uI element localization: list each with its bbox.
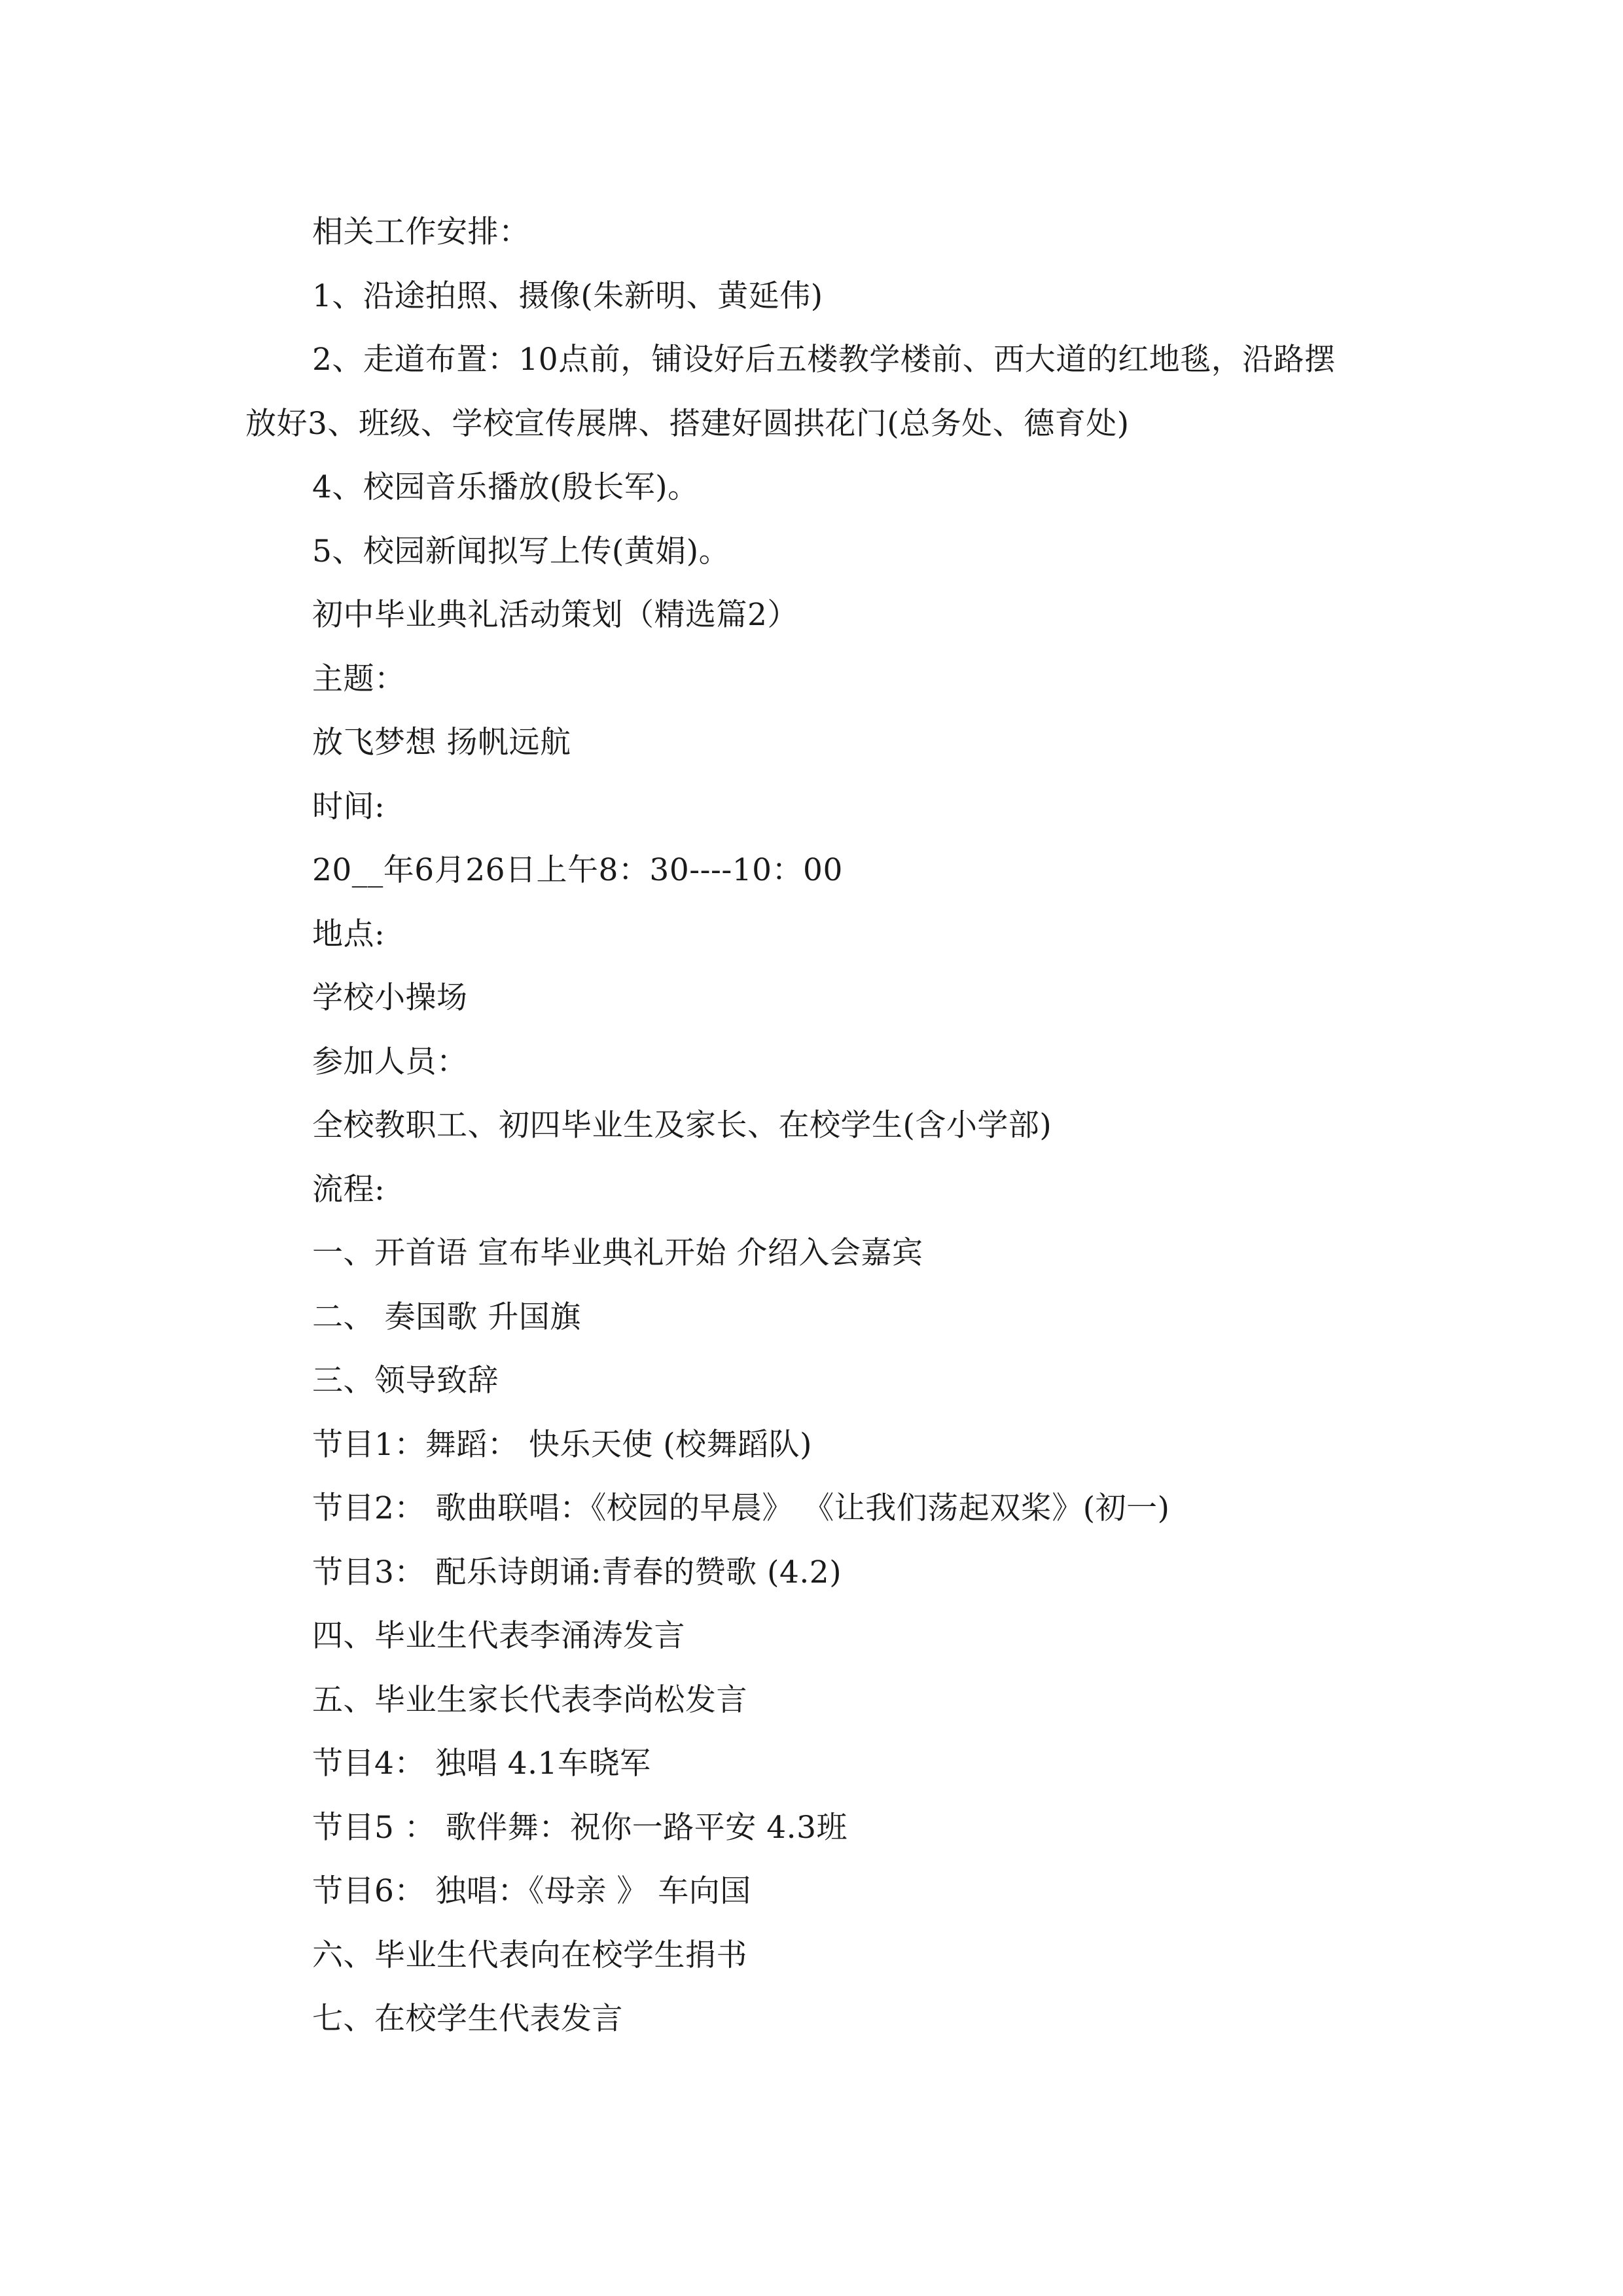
text-line: 节目3： 配乐诗朗诵:青春的赞歌 (4.2) <box>312 1554 842 1590</box>
text-line: 三、领导致辞 <box>312 1363 499 1399</box>
text-line: 四、毕业生代表李涌涛发言 <box>312 1618 685 1654</box>
text-line: 节目1：舞蹈： 快乐天使 (校舞蹈队) <box>312 1426 812 1463</box>
text-line: 20__年6月26日上午8：30----10：00 <box>312 852 843 888</box>
text-line: 七、在校学生代表发言 <box>312 2001 623 2037</box>
section-heading: 初中毕业典礼活动策划（精选篇2） <box>312 597 798 633</box>
text-line: 地点: <box>312 916 385 952</box>
text-line: 5、校园新闻拟写上传(黄娟)。 <box>312 533 730 569</box>
document-body <box>245 200 1397 2051</box>
text-line: 五、毕业生家长代表李尚松发言 <box>312 1681 747 1718</box>
text-line: 参加人员： <box>312 1043 468 1080</box>
text-line: 节目5 ： 歌伴舞：祝你一路平安 4.3班 <box>312 1809 847 1846</box>
text-line: 全校教职工、初四毕业生及家长、在校学生(含小学部) <box>312 1107 1052 1143</box>
text-line: 学校小操场 <box>312 980 468 1016</box>
text-line: 4、校园音乐播放(殷长军)。 <box>312 469 699 505</box>
text-line: 二、 奏国歌 升国旗 <box>312 1299 581 1335</box>
text-line: 时间: <box>312 788 385 825</box>
text-line: 流程: <box>312 1171 385 1208</box>
text-line: 主题： <box>312 660 406 697</box>
text-line: 节目6： 独唱：《母亲 》 车向国 <box>312 1873 751 1909</box>
text-line: 节目4： 独唱 4.1车晓军 <box>312 1746 651 1782</box>
text-line: 相关工作安排： <box>312 214 530 250</box>
text-line: 一、开首语 宣布毕业典礼开始 介绍入会嘉宾 <box>312 1235 923 1271</box>
text-line: 六、毕业生代表向在校学生捐书 <box>312 1937 747 1973</box>
text-line: 1、沿途拍照、摄像(朱新明、黄延伟) <box>312 278 823 314</box>
text-line: 2、走道布置：10点前，铺设好后五楼教学楼前、西大道的红地毯，沿路摆 <box>312 342 1336 378</box>
text-line: 节目2： 歌曲联唱：《校园的早晨》 《让我们荡起双桨》(初一) <box>312 1490 1170 1526</box>
text-line: 放飞梦想 扬帆远航 <box>312 725 571 761</box>
text-line: 放好3、班级、学校宣传展牌、搭建好圆拱花门(总务处、德育处) <box>245 405 1130 442</box>
